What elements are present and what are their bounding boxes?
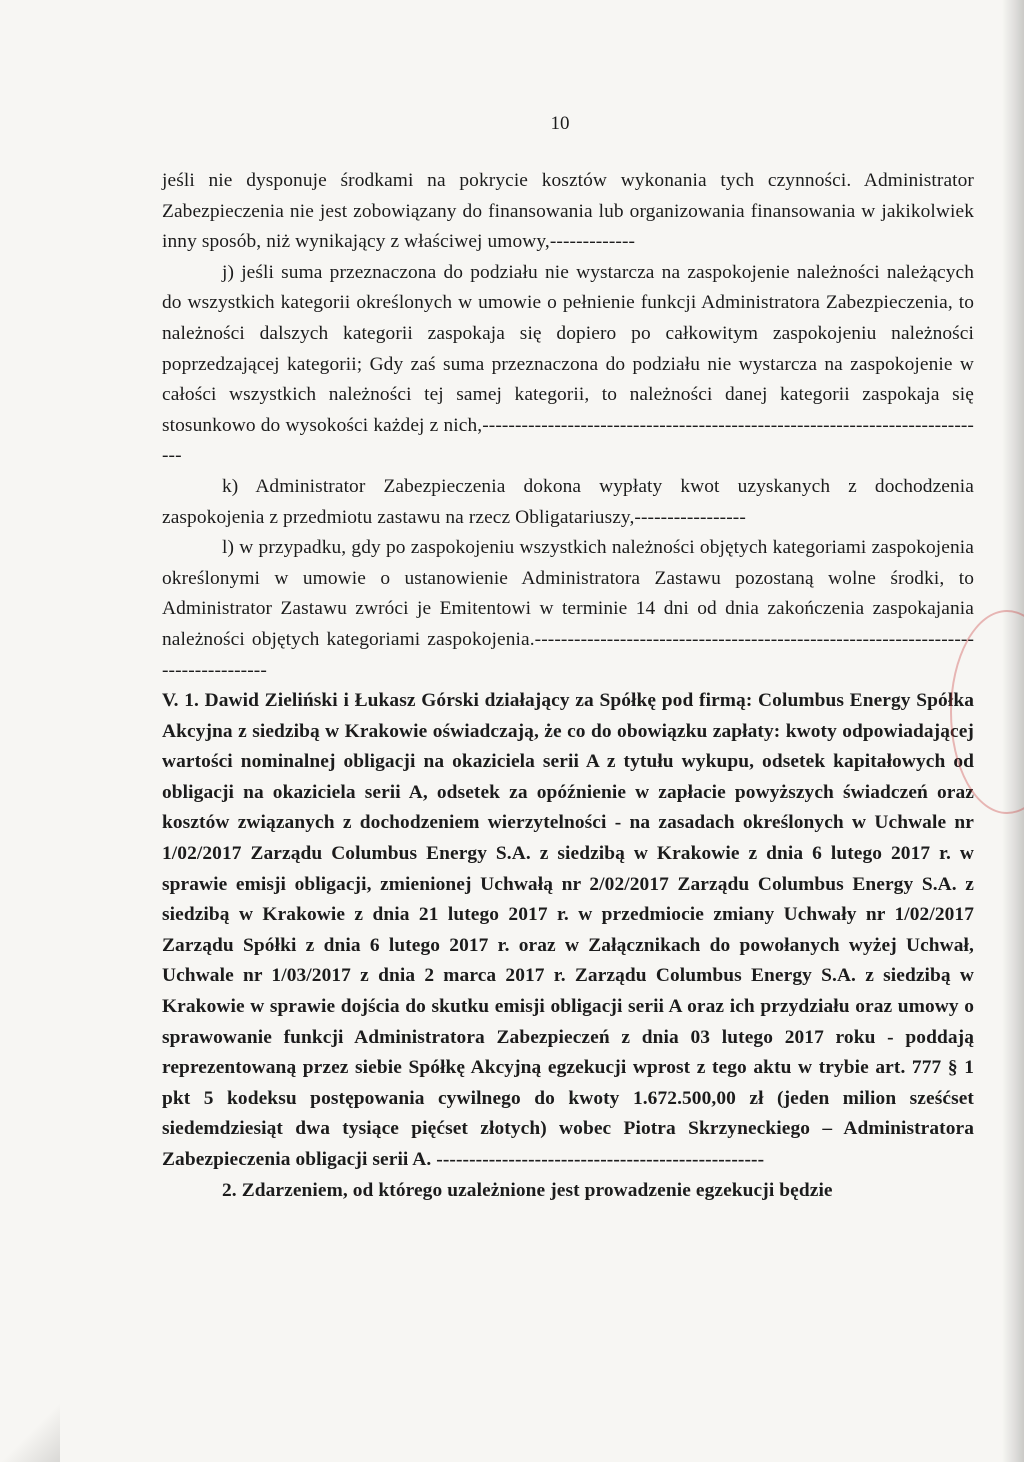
- paragraph-section-v-2: 2. Zdarzeniem, od którego uzależnione jest prowadzenie egzekucji będzie: [222, 1179, 833, 1201]
- paragraph-item-l: l) w przypadku, gdy po zaspokojeniu wszystkich należności objętych kategoriami zaspokojenia określonymi w umowie o ustanowienie Administratora Zastawu pozostaną wolne środki, to Administrator Zastawu zwróci je Emitentowi w terminie 14 dni od dnia zakończenia zaspokajania należności objętych kategoriami zaspokojenia.-----------------------------------------------------------------------------------: [162, 537, 974, 681]
- scan-artifact: [0, 1402, 60, 1462]
- document-body: [162, 166, 974, 1206]
- paragraph-continuation: jeśli nie dysponuje środkami na pokrycie kosztów wykonania tych czynności. Administrator Zabezpieczenia nie jest zobowiązany do finansowania lub organizowania finansowania w jakikolwiek inny sposób, niż wynikający z właściwej umowy,-------------: [162, 170, 974, 253]
- paragraph-item-k: k) Administrator Zabezpieczenia dokona wypłaty kwot uzyskanych z dochodzenia zaspokojenia z przedmiotu zastawu na rzecz Obligatariuszy,-----------------: [162, 475, 974, 528]
- page-number: 10: [550, 113, 570, 134]
- paragraph-item-j: j) jeśli suma przeznaczona do podziału nie wystarcza na zaspokojenie należności należących do wszystkich kategorii określonych w umowie o pełnienie funkcji Administratora Zabezpieczenia, to należności dalszych kategorii zaspokaja się dopiero po całkowitym zaspokojeniu należności poprzedzającej kategorii; Gdy zaś suma przeznaczona do podziału nie wystarcza na zaspokojenie w całości wszystkich należności tej samej kategorii, to należności danej kategorii zaspokaja się stosunkowo do wysokości każdej z nich,------------------------------------------------------------------------------: [162, 261, 974, 467]
- paragraph-section-v-1: V. 1. Dawid Zieliński i Łukasz Górski działający za Spółkę pod firmą: Columbus Energy Spółka Akcyjna z siedzibą w Krakowie oświadczają, że co do obowiązku zapłaty: kwoty odpowiadającej wartości nominalnej obligacji na okaziciela serii A z tytułu wykupu, odsetek kapitałowych od obligacji na okaziciela serii A, odsetek za opóźnienie w zapłacie powyższych świadczeń oraz kosztów związanych z dochodzeniem wierzytelności - na zasadach określonych w Uchwale nr 1/02/2017 Zarządu Columbus Energy S.A. z siedzibą w Krakowie z dnia 6 lutego 2017 r. w sprawie emisji obligacji, zmienionej Uchwałą nr 2/02/2017 Zarządu Columbus Energy S.A. z siedzibą w Krakowie z dnia 21 lutego 2017 r. w przedmiocie zmiany Uchwały nr 1/02/2017 Zarządu Spółki z dnia 6 lutego 2017 r. oraz w Załącznikach do powołanych wyżej Uchwał, Uchwale nr 1/03/2017 z dnia 2 marca 2017 r. Zarządu Columbus Energy S.A. z siedzibą w Krakowie w sprawie dojścia do skutku emisji obligacji serii A oraz ich przydziału oraz umowy o sprawowanie funkcji Administratora Zabezpieczeń z dnia 03 lutego 2017 roku - poddają reprezentowaną przez siebie Spółkę Akcyjną egzekucji wprost z tego aktu w trybie art. 777 § 1 pkt 5 kodeksu postępowania cywilnego do kwoty 1.672.500,00 zł (jeden milion sześćset siedemdziesiąt dwa tysiące pięćset złotych) wobec Piotra Skrzyneckiego – Administratora Zabezpieczenia obligacji serii A. --------------------------------------------------: [162, 690, 974, 1170]
